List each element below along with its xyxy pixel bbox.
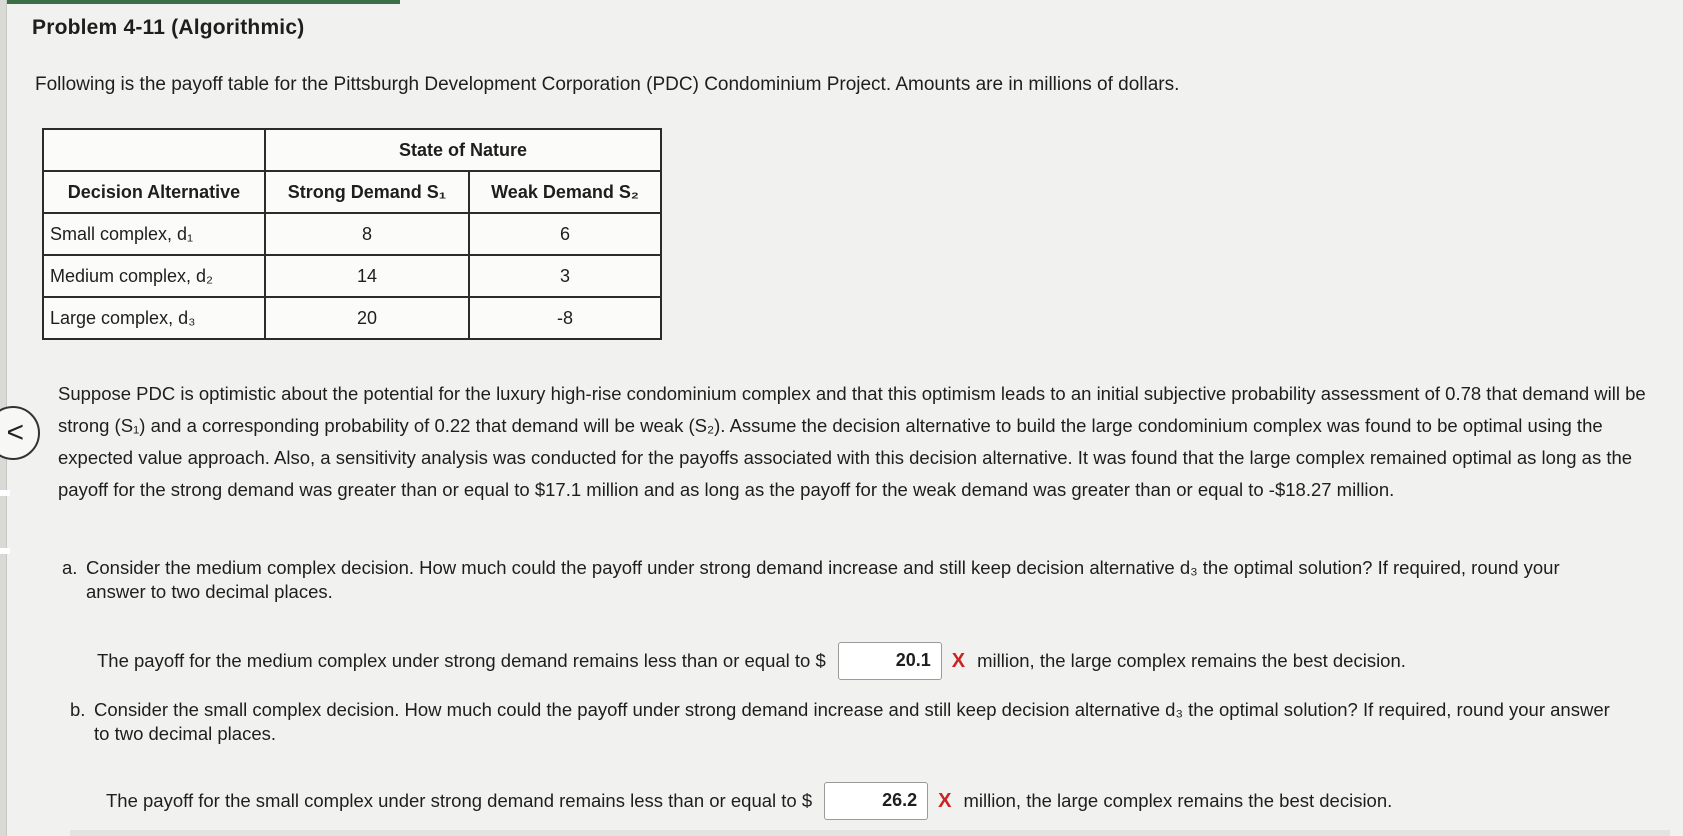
bottom-edge-bar <box>70 830 1670 836</box>
row-label: Medium complex, d₂ <box>43 255 265 297</box>
part-b-answer-suffix: million, the large complex remains the best decision. <box>963 790 1393 811</box>
table-row <box>43 213 661 255</box>
table-header-row <box>43 129 661 171</box>
part-a-answer-prefix: The payoff for the medium complex under strong demand remains less than or equal to $ <box>97 650 826 671</box>
problem-title: Problem 4-11 (Algorithmic) <box>32 16 305 39</box>
table-subheader-row <box>43 171 661 213</box>
chevron-left-icon: < <box>6 416 24 449</box>
part-b-letter: b. <box>70 699 86 720</box>
back-chevron-button[interactable] <box>0 406 40 460</box>
part-b-text: Consider the small complex decision. How much could the payoff under strong demand increase and still keep decision alternative d₃ the optimal solution? If required, round your answer to two decimal places. <box>94 699 1610 744</box>
incorrect-x-icon: X <box>951 649 966 672</box>
part-a-answer-input[interactable]: 20.1 <box>838 642 942 680</box>
part-b-answer-prefix: The payoff for the small complex under strong demand remains less than or equal to $ <box>106 790 813 811</box>
problem-description: Suppose PDC is optimistic about the potential for the luxury high-rise condominium complex and that this optimism leads to an initial subjective probability assessment of 0.78 that demand will be strong (S₁) and a corresponding probability of 0.22 that demand will be weak (S₂). Assume the decision alternative to build the large condominium complex was found to be optimal using the expected value approach. Also, a sensitivity analysis was conducted for the payoffs associated with this decision alternative. It was found that the large complex remained optimal as long as the payoff for the strong demand was greater than or equal to $17.1 million and as long as the payoff for the weak demand was greater than or equal to -$18.27 million. <box>58 383 1646 500</box>
part-a-letter: a. <box>62 557 78 578</box>
top-accent-bar <box>0 0 400 4</box>
weak-demand-header: Weak Demand S₂ <box>469 171 661 213</box>
decision-alternative-header: Decision Alternative <box>43 171 265 213</box>
row-label: Large complex, d₃ <box>43 297 265 339</box>
part-a-text: Consider the medium complex decision. How much could the payoff under strong demand increase and still keep decision alternative d₃ the optimal solution? If required, round your answer to two decimal places. <box>86 557 1560 602</box>
table-row <box>43 255 661 297</box>
row-label: Small complex, d₁ <box>43 213 265 255</box>
intro-text: Following is the payoff table for the Pittsburgh Development Corporation (PDC) Condominium Project. Amounts are in millions of dollars. <box>35 74 1180 95</box>
table-row <box>43 297 661 339</box>
part-a-answer-row <box>97 642 1406 680</box>
strong-demand-value: 20 <box>265 297 469 339</box>
part-a-answer-suffix: million, the large complex remains the best decision. <box>977 650 1406 671</box>
strong-demand-value: 14 <box>265 255 469 297</box>
strong-demand-value: 8 <box>265 213 469 255</box>
weak-demand-value: 6 <box>469 213 661 255</box>
left-edge-marker <box>0 548 10 554</box>
weak-demand-value: -8 <box>469 297 661 339</box>
part-b-answer-row <box>106 782 1392 820</box>
table-corner-cell <box>43 129 265 171</box>
left-edge-marker <box>0 490 10 496</box>
incorrect-x-icon: X <box>938 789 952 812</box>
payoff-table <box>42 128 662 340</box>
state-of-nature-header: State of Nature <box>265 129 661 171</box>
part-b-answer-input[interactable]: 26.2 <box>824 782 928 820</box>
strong-demand-header: Strong Demand S₁ <box>265 171 469 213</box>
weak-demand-value: 3 <box>469 255 661 297</box>
